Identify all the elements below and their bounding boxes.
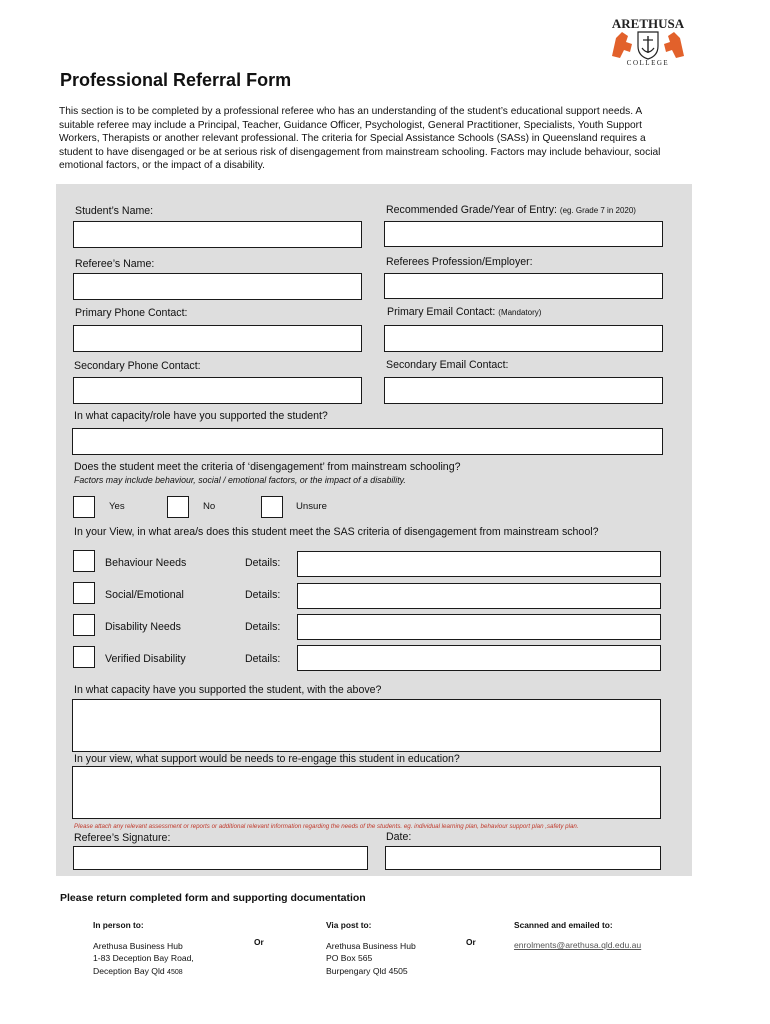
post-line1: Arethusa Business Hub bbox=[326, 941, 416, 951]
verified-disability-details-field[interactable] bbox=[297, 645, 661, 671]
in-person-postcode: 4508 bbox=[167, 968, 183, 976]
primary-email-label: Primary Email Contact: (Mandatory) bbox=[387, 306, 542, 318]
form-title: Professional Referral Form bbox=[60, 70, 292, 90]
capacity-above-field[interactable] bbox=[72, 699, 661, 752]
disability-needs-label: Disability Needs bbox=[105, 621, 181, 633]
date-label: Date: bbox=[386, 831, 412, 843]
in-person-heading: In person to: bbox=[93, 920, 144, 930]
college-logo bbox=[606, 16, 690, 72]
no-label: No bbox=[203, 501, 216, 512]
details-label: Details: bbox=[245, 589, 281, 601]
yes-checkbox[interactable] bbox=[73, 496, 95, 518]
social-emotional-label: Social/Emotional bbox=[105, 589, 184, 601]
disability-needs-details-field[interactable] bbox=[297, 614, 661, 640]
area-question: In your View, in what area/s does this student meet the SAS criteria of disengagement from mainstream school? bbox=[74, 526, 599, 538]
no-checkbox[interactable] bbox=[167, 496, 189, 518]
details-label: Details: bbox=[245, 653, 281, 665]
social-emotional-details-field[interactable] bbox=[297, 583, 661, 609]
primary-email-note: (Mandatory) bbox=[498, 308, 542, 317]
primary-phone-label: Primary Phone Contact: bbox=[75, 307, 188, 319]
profession-field[interactable] bbox=[384, 273, 663, 299]
in-person-line2: 1-83 Deception Bay Road, bbox=[93, 953, 194, 964]
date-field[interactable] bbox=[385, 846, 661, 870]
social-emotional-checkbox[interactable] bbox=[73, 582, 95, 604]
signature-field[interactable] bbox=[73, 846, 368, 870]
behaviour-needs-label: Behaviour Needs bbox=[105, 557, 187, 569]
student-name-label: Student’s Name: bbox=[75, 205, 154, 217]
signature-label: Referee’s Signature: bbox=[74, 832, 171, 844]
referee-name-field[interactable] bbox=[73, 273, 362, 300]
intro-text: This section is to be completed by a professional referee who has an understanding of the student’s educational support needs. A suitable referee may include a Principal, Teacher, Guidance Officer, Psychologist, General Practitioner, Specialists, Youth Support Workers, Therapists or another relevant professional. The criteria for Special Assistance Schools (SASs) in Queensland requires a student to have disengaged or be at serious risk of disengagement from mainstream schooling. Factors may include behaviour, social emotional factors, or the impact of a disability. bbox=[59, 106, 661, 172]
email-link[interactable]: enrolments@arethusa.qld.edu.au bbox=[514, 940, 642, 950]
secondary-email-label: Secondary Email Contact: bbox=[386, 359, 509, 371]
email-heading: Scanned and emailed to: bbox=[514, 920, 613, 930]
referee-name-label: Referee’s Name: bbox=[75, 258, 155, 270]
in-person-line3: Deception Bay Qld 4508 bbox=[93, 965, 183, 976]
crest-icon bbox=[606, 28, 690, 60]
grade-label: Recommended Grade/Year of Entry: (eg. Grade 7 in 2020) bbox=[386, 204, 636, 216]
support-field[interactable] bbox=[72, 766, 661, 819]
secondary-email-field[interactable] bbox=[384, 377, 663, 404]
logo-name: ARETHUSA bbox=[611, 16, 685, 31]
post-heading: Via post to: bbox=[326, 920, 372, 930]
behaviour-needs-checkbox[interactable] bbox=[73, 550, 95, 572]
verified-disability-checkbox[interactable] bbox=[73, 646, 95, 668]
details-label: Details: bbox=[245, 621, 281, 633]
grade-note: (eg. Grade 7 in 2020) bbox=[559, 206, 636, 215]
verified-disability-label: Verified Disability bbox=[105, 653, 186, 665]
behaviour-needs-details-field[interactable] bbox=[297, 551, 661, 577]
post-line3: Burpengary Qld 4505 bbox=[326, 965, 408, 976]
in-person-address bbox=[93, 940, 194, 979]
grade-field[interactable] bbox=[384, 221, 663, 247]
disengagement-note: Factors may include behaviour, social / emotional factors, or the impact of a disability. bbox=[74, 475, 406, 485]
primary-email-field[interactable] bbox=[384, 325, 663, 352]
details-label: Details: bbox=[245, 557, 281, 569]
in-person-line1: Arethusa Business Hub bbox=[93, 941, 183, 951]
disengagement-question: Does the student meet the criteria of ‘disengagement’ from mainstream schooling? bbox=[74, 461, 461, 473]
or-separator-1: Or bbox=[254, 937, 264, 947]
profession-label: Referees Profession/Employer: bbox=[386, 256, 533, 268]
unsure-checkbox[interactable] bbox=[261, 496, 283, 518]
support-question: In your view, what support would be needs to re-engage this student in education? bbox=[74, 753, 460, 765]
logo-sub: COLLEGE bbox=[626, 59, 670, 67]
attach-note: Please attach any relevant assessment or reports or additional relevant information regarding the needs of the students. eg. individual learning plan, behaviour support plan ,safety plan. bbox=[74, 823, 579, 830]
secondary-phone-label: Secondary Phone Contact: bbox=[74, 360, 201, 372]
yes-label: Yes bbox=[109, 501, 125, 512]
capacity-role-field[interactable] bbox=[72, 428, 663, 455]
disability-needs-checkbox[interactable] bbox=[73, 614, 95, 636]
unsure-label: Unsure bbox=[296, 501, 327, 512]
or-separator-2: Or bbox=[466, 937, 476, 947]
secondary-phone-field[interactable] bbox=[73, 377, 362, 404]
post-line2: PO Box 565 bbox=[326, 953, 373, 964]
return-heading: Please return completed form and supporting documentation bbox=[60, 892, 366, 904]
capacity-role-label: In what capacity/role have you supported the student? bbox=[74, 410, 328, 422]
post-address bbox=[326, 940, 416, 977]
student-name-field[interactable] bbox=[73, 221, 362, 248]
primary-phone-field[interactable] bbox=[73, 325, 362, 352]
capacity-above-label: In what capacity have you supported the student, with the above? bbox=[74, 684, 382, 696]
